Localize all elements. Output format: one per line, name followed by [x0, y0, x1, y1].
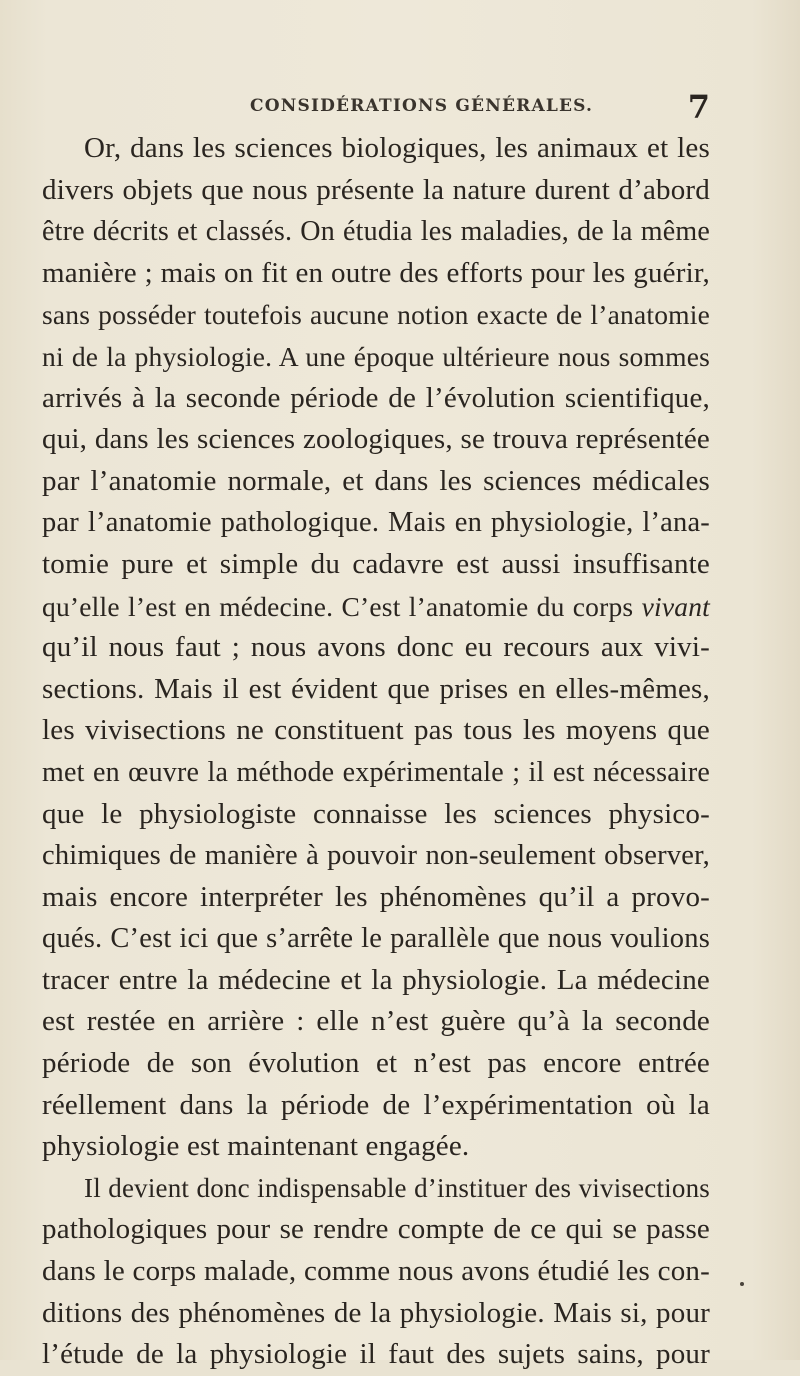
- text-line: les vivisections ne constituent pas tous les moyens que: [42, 714, 710, 747]
- text-line: être décrits et classés. On étudia les maladies, de la même: [42, 216, 710, 248]
- text-line: sections. Mais il est évident que prises en elles-mêmes,: [42, 672, 710, 705]
- text-line: par l’anatomie normale, et dans les sciences médicales: [42, 464, 710, 497]
- text-line: qui, dans les sciences zoologiques, se trouva représentée: [42, 423, 710, 456]
- text-line: divers objets que nous présente la nature durent d’abord: [42, 173, 710, 206]
- text-line: l’étude de la physiologie il faut des sujets sains, pour: [42, 1338, 710, 1371]
- text-line: par l’anatomie pathologique. Mais en physiologie, l’ana-: [42, 507, 710, 539]
- text-line: mais encore interpréter les phénomènes qu’il a provo-: [42, 880, 710, 913]
- text-line: physiologie est maintenant engagée.: [42, 1130, 470, 1163]
- text-line: qués. C’est ici que s’arrête le parallèle que nous voulions: [42, 923, 710, 955]
- text-line: réellement dans la période de l’expérimentation où la: [42, 1088, 710, 1121]
- text-line: chimiques de manière à pouvoir non-seulement observer,: [42, 840, 710, 872]
- text-line: [42, 586, 710, 628]
- page-number: 7: [687, 88, 710, 126]
- text-line: ditions des phénomènes de la physiologie. Mais si, pour: [42, 1296, 710, 1329]
- text-line: arrivés à la seconde période de l’évolution scientifique,: [42, 381, 710, 414]
- text-line: dans le corps malade, comme nous avons étudié les con-: [42, 1255, 710, 1288]
- text-segment: qu’elle l’est en médecine. C’est l’anatomie du corps: [42, 590, 642, 622]
- text-line: est restée en arrière : elle n’est guère qu’à la seconde: [42, 1005, 710, 1038]
- text-line: met en œuvre la méthode expérimentale ; il est nécessaire: [42, 756, 710, 788]
- body-text: [42, 128, 710, 1376]
- text-line: pathologiques pour se rendre compte de ce qui se passe: [42, 1213, 710, 1246]
- page-header: [250, 88, 710, 126]
- italic-word: vivant: [641, 590, 710, 622]
- paper-speck: [740, 1282, 744, 1286]
- text-line: qu’il nous faut ; nous avons donc eu recours aux vivi-: [42, 631, 710, 664]
- text-line: tracer entre la médecine et la physiologie. La médecine: [42, 963, 710, 996]
- text-line: période de son évolution et n’est pas encore entrée: [42, 1047, 710, 1080]
- text-line: que le physiologiste connaisse les sciences physico-: [42, 797, 710, 830]
- text-line: manière ; mais on fit en outre des efforts pour les guérir,: [42, 256, 710, 289]
- text-line: tomie pure et simple du cadavre est aussi insuffisante: [42, 547, 710, 580]
- text-line: Il devient donc indispensable d’instituer des vivisections: [84, 1172, 710, 1203]
- running-title: CONSIDÉRATIONS GÉNÉRALES.: [250, 96, 594, 116]
- text-line: Or, dans les sciences biologiques, les animaux et les: [84, 132, 710, 164]
- text-line: sans posséder toutefois aucune notion exacte de l’anatomie: [42, 299, 710, 331]
- text-line: ni de la physiologie. A une époque ultérieure nous sommes: [42, 340, 710, 372]
